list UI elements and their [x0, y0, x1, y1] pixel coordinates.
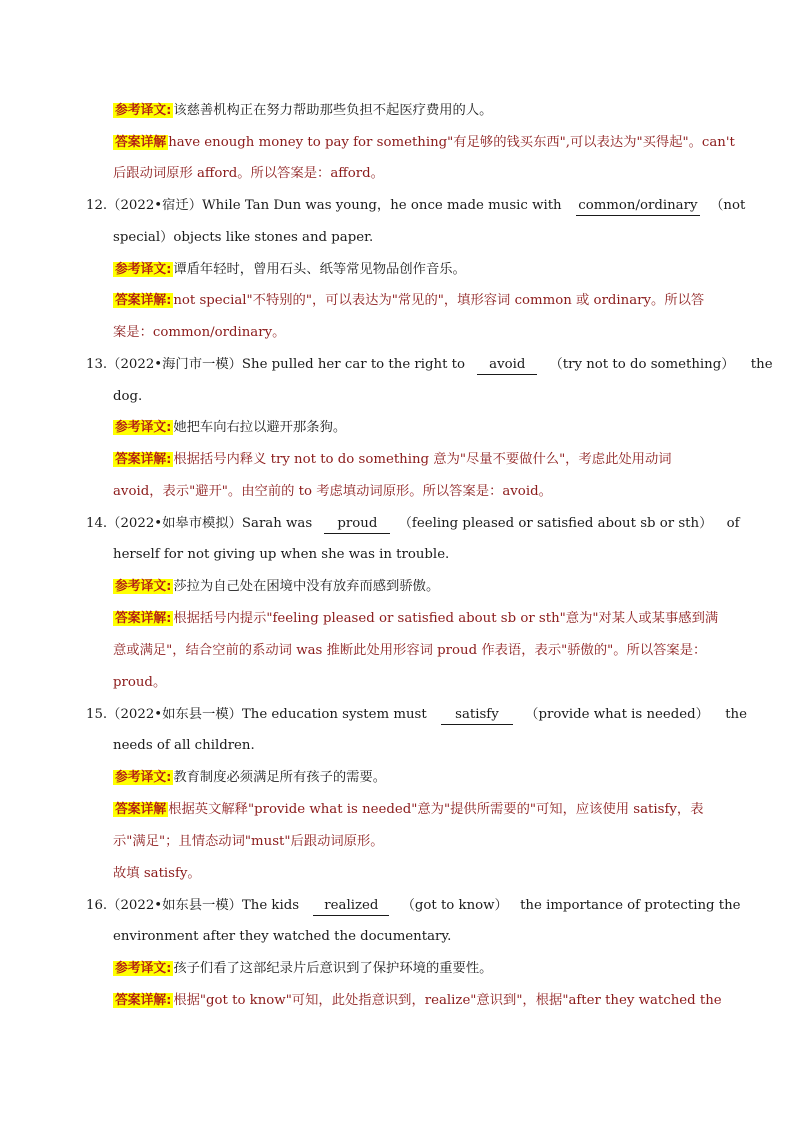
translation-text: 莎拉为自己处在困境中没有放弃而感到骄傲。 — [173, 579, 440, 594]
question-hint: （provide what is needed） — [525, 707, 709, 722]
question-text: dog. — [113, 389, 143, 404]
question-text: special）objects like stones and paper. — [113, 230, 374, 245]
explanation-text: 后跟动词原形 afford。所以答案是：afford。 — [113, 166, 384, 181]
q13-explanation-line2 — [113, 479, 703, 505]
explanation-label: 答案详解 — [115, 802, 167, 817]
explanation-label: 答案详解: — [115, 993, 172, 1008]
explanation-label: 答案详解 — [115, 135, 167, 150]
question-tail: of — [726, 516, 740, 531]
answer-blank: satisfy — [441, 706, 513, 725]
explanation-label: 答案详解: — [115, 452, 172, 467]
translation-label: 参考译文: — [115, 103, 172, 118]
translation-text: 谭盾年轻时，曾用石头、纸等常见物品创作音乐。 — [173, 262, 466, 277]
translation-text: 该慈善机构正在努力帮助那些负担不起医疗费用的人。 — [173, 103, 493, 118]
translation-text: 她把车向右拉以避开那条狗。 — [173, 420, 347, 435]
answer-blank: proud — [324, 515, 390, 534]
translation-label: 参考译文: — [115, 770, 172, 785]
translation-label: 参考译文: — [115, 262, 172, 277]
question-text: herself for not giving up when she was in trouble. — [113, 547, 450, 562]
q16-explanation-line1 — [113, 988, 722, 1014]
explanation-text: 根据"got to know"可知，此处指意识到，realize"意识到"，根据"after they watched the — [173, 993, 722, 1008]
question-tail: the importance of protecting the — [520, 898, 741, 913]
question-hint: （feeling pleased or satisfied about sb or sth） — [398, 516, 713, 531]
q14-explanation-line1 — [113, 606, 719, 632]
explanation-text: not special"不特别的"，可以表达为"常见的"，填形容词 common 或 ordinary。所以答 — [173, 293, 705, 308]
question-stem: 16.（2022•如东县一模）The kids — [86, 898, 300, 913]
q14-explanation-line3 — [113, 670, 703, 696]
q15-question-line2 — [113, 733, 703, 759]
explanation-text: 根据英文解释"provide what is needed"意为"提供所需要的"可知，应该使用 satisfy，表 — [168, 802, 704, 817]
explanation-text: proud。 — [113, 675, 167, 690]
question-tail: the — [725, 707, 747, 722]
explanation-text: 意或满足"，结合空前的系动词 was 推断此处用形容词 proud 作表语，表示"骄傲的"。所以答案是： — [113, 643, 707, 658]
translation-text: 孩子们看了这部纪录片后意识到了保护环境的重要性。 — [173, 961, 493, 976]
q12-question — [86, 193, 746, 219]
q15-question — [86, 702, 747, 728]
q11-explanation-line1 — [113, 130, 735, 156]
q13-explanation-line1 — [113, 447, 703, 473]
question-stem: 13.（2022•海门市一模）She pulled her car to the right to — [86, 357, 466, 372]
translation-label: 参考译文: — [115, 961, 172, 976]
question-stem: 15.（2022•如东县一模）The education system must — [86, 707, 427, 722]
explanation-label: 答案详解: — [115, 611, 172, 626]
q15-explanation-line2 — [113, 829, 703, 855]
q12-explanation-line1 — [113, 288, 703, 314]
explanation-label: 答案详解: — [115, 293, 172, 308]
answer-blank: realized — [313, 897, 389, 916]
question-hint: （got to know） — [401, 898, 508, 913]
q12-explanation-line2 — [113, 320, 703, 346]
explanation-text: avoid，表示"避开"。由空前的 to 考虑填动词原形。所以答案是：avoid。 — [113, 484, 552, 499]
answer-blank: common/ordinary — [576, 197, 700, 216]
question-hint: （not — [710, 198, 746, 213]
q11-translation — [113, 98, 703, 124]
q14-question-line2 — [113, 542, 703, 568]
question-stem: 14.（2022•如皋市模拟）Sarah was — [86, 516, 313, 531]
q14-translation — [113, 574, 703, 600]
q14-question — [86, 511, 740, 537]
explanation-text: have enough money to pay for something"有足够的钱买东西",可以表达为"买得起"。can't — [168, 135, 735, 150]
explanation-text: 示"满足"；且情态动词"must"后跟动词原形。 — [113, 834, 384, 849]
q12-question-line2 — [113, 225, 703, 251]
translation-label: 参考译文: — [115, 420, 172, 435]
question-hint: （try not to do something） — [549, 357, 735, 372]
q16-question — [86, 893, 741, 919]
translation-label: 参考译文: — [115, 579, 172, 594]
q13-question — [86, 352, 773, 378]
q13-translation — [113, 415, 703, 441]
question-text: needs of all children. — [113, 738, 255, 753]
explanation-text: 故填 satisfy。 — [113, 866, 201, 881]
q15-explanation-line3 — [113, 861, 703, 887]
q15-translation — [113, 765, 703, 791]
q16-question-line2 — [113, 924, 703, 950]
question-stem: 12.（2022•宿迁）While Tan Dun was young，he once made music with — [86, 198, 562, 213]
explanation-text: 根据括号内提示"feeling pleased or satisfied about sb or sth"意为"对某人或某事感到满 — [173, 611, 719, 626]
q14-explanation-line2 — [113, 638, 707, 664]
explanation-text: 案是：common/ordinary。 — [113, 325, 286, 340]
answer-blank: avoid — [477, 356, 537, 375]
question-text: environment after they watched the documentary. — [113, 929, 452, 944]
question-tail: the — [750, 357, 773, 372]
q11-explanation-line2 — [113, 161, 703, 187]
q13-question-line2 — [113, 384, 703, 410]
explanation-text: 根据括号内释义 try not to do something 意为"尽量不要做什么"，考虑此处用动词 — [173, 452, 672, 467]
q16-translation — [113, 956, 703, 982]
q15-explanation-line1 — [113, 797, 703, 823]
translation-text: 教育制度必须满足所有孩子的需要。 — [173, 770, 387, 785]
q12-translation — [113, 257, 703, 283]
